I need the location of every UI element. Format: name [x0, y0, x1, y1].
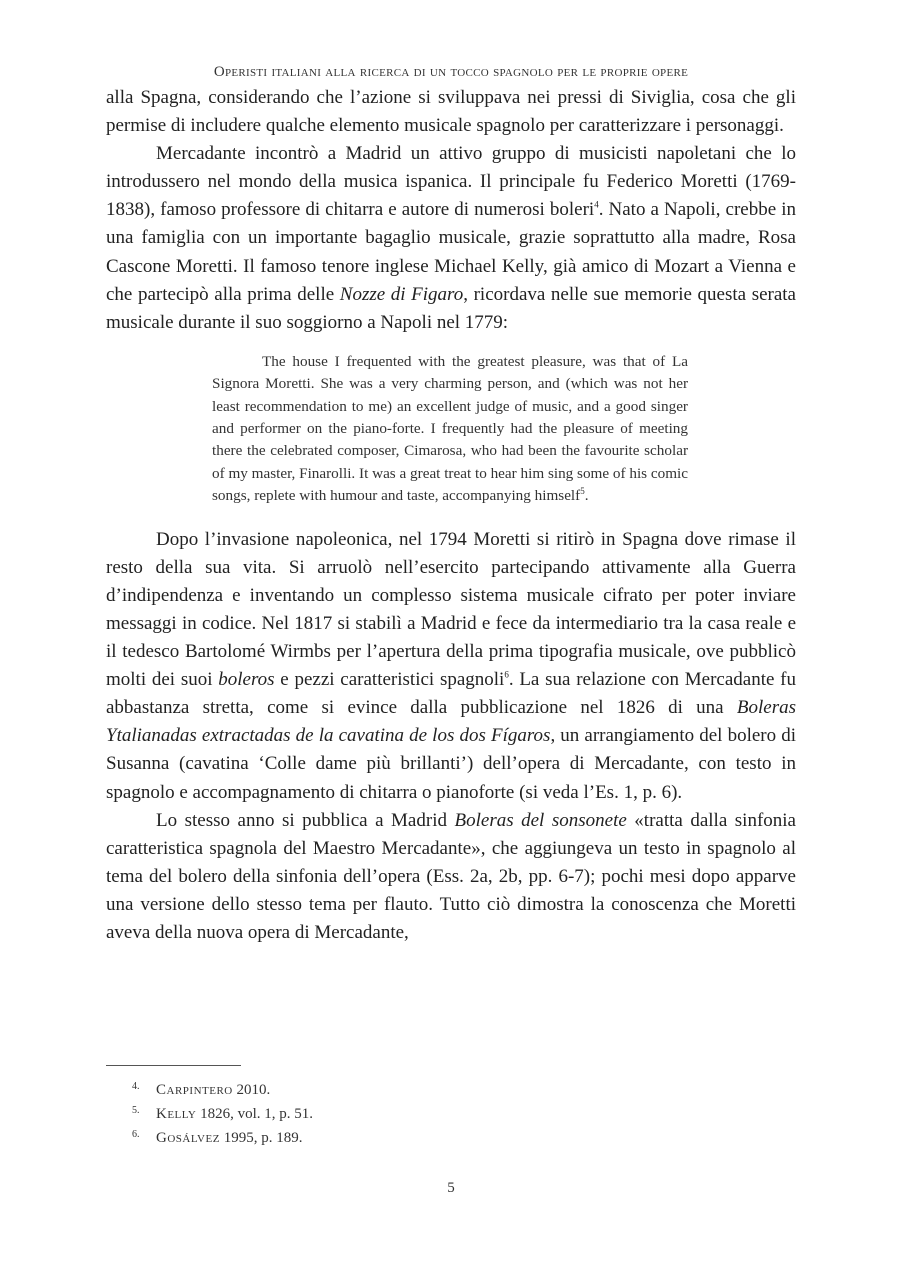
quotation-block: [106, 351, 796, 508]
paragraph-1: alla Spagna, considerando che l’azione si sviluppava nei pressi di Siviglia, cosa che gli permise di includere qualche elemento musicale spagnolo per caratterizzare i personaggi.: [106, 87, 796, 137]
paragraph-4: [106, 807, 796, 947]
paragraph-2-part-c: , ricordava nelle sue memorie questa serata musicale durante il suo soggiorno a Napoli nel 1779:: [106, 283, 796, 333]
footnote-4: [106, 1078, 796, 1102]
footnote-ref-6[interactable]: 6: [504, 669, 509, 680]
footnote-author: Kelly: [156, 1106, 197, 1122]
quotation-text: The house I frequented with the greatest pleasure, was that of La Signora Moretti. She was a very charming person, and (which was not her least recommendation to me) an excellent judge of music, and a good singer and performer on the piano-forte. I frequently had the pleasure of meeting there the celebrated composer, Cimarosa, who had been the favourite scholar of my master, Finarolli. It was a great treat to hear him sing some of his comic songs, replete with humour and taste, accompanying himself: [212, 352, 688, 505]
footnote-text: [132, 1126, 302, 1150]
footnote-ref-4[interactable]: 4: [594, 200, 599, 211]
paragraph-3-part-d: , un arrangiamento del bolero di Susanna (cavatina ‘Colle dame più brillanti’) dell’opera di Mercadante, con testo in spagnolo e accompagnamento di chitarra o pianoforte (si veda l’Es. 1, p. 6).: [106, 725, 796, 803]
footnote-number: 4.: [132, 1081, 140, 1092]
footnote-text: [132, 1102, 313, 1126]
italic-boleros: boleros: [218, 669, 275, 691]
paragraph-2: [106, 140, 796, 337]
footnote-citation: 2010.: [232, 1082, 271, 1098]
italic-title-sonsonete: Boleras del sonsonete: [454, 809, 627, 831]
paragraph-2-part-b: . Nato a Napoli, crebbe in una famiglia con un importante bagaglio musicale, grazie soprattutto alla madre, Rosa Cascone Moretti. Il famoso tenore inglese Michael Kelly, già amico di Mozart a Vienna e che partecipò alla prima delle: [106, 199, 796, 305]
italic-title-boleras: Boleras Ytalianadas extractadas de la cavatina de los dos Fígaros: [106, 697, 796, 747]
footnote-text: [132, 1078, 270, 1102]
footnote-citation: 1826, vol. 1, p. 51.: [196, 1106, 314, 1122]
paragraph-2-part-a: Mercadante incontrò a Madrid un attivo gruppo di musicisti napoletani che lo introdussero nel mondo della musica ispanica. Il principale fu Federico Moretti (1769-1838), famoso professore di chitarra e autore di numerosi boleri: [106, 143, 796, 221]
footnote-5: [106, 1102, 796, 1126]
paragraph-3-part-c: . La sua relazione con Mercadante fu abbastanza stretta, come si evince dalla pubblicazione nel 1826 di una: [106, 669, 796, 719]
paragraph-3: [106, 526, 796, 807]
italic-title-nozze: Nozze di Figaro: [339, 283, 464, 305]
footnote-6: [106, 1126, 796, 1150]
paragraph-4-part-b: «tratta dalla sinfonia caratteristica spagnola del Maestro Mercadante», che aggiungeva un testo in spagnolo al tema del bolero della sinfonia dell’opera (Ess. 2a, 2b, pp. 6-7); pochi mesi dopo apparve una versione dello stesso tema per flauto. Tutto ciò dimostra la conoscenza che Moretti aveva della nuova opera di Mercadante,: [106, 809, 796, 943]
page: [106, 60, 796, 1260]
footnote-divider: [106, 1065, 241, 1066]
footnote-ref-5[interactable]: 5: [580, 486, 585, 497]
paragraph-3-part-b: e pezzi caratteristici spagnoli: [274, 669, 505, 691]
quotation-end: .: [584, 487, 589, 505]
kelly-quotation: [212, 351, 688, 508]
paragraph-4-part-a: Lo stesso anno si pubblica a Madrid: [156, 809, 455, 831]
running-head: Operisti italiani alla ricerca di un tocco spagnolo per le proprie opere: [213, 64, 689, 80]
footnote-author: Carpintero: [156, 1082, 233, 1098]
footnote-author: Gosálvez: [156, 1130, 220, 1146]
footnote-number: 6.: [132, 1129, 140, 1140]
footnote-number: 5.: [132, 1105, 140, 1116]
paragraph-3-part-a: Dopo l’invasione napoleonica, nel 1794 Moretti si ritirò in Spagna dove rimase il resto della sua vita. Si arruolò nell’esercito partecipando attivamente alla Guerra d’indipendenza e inventando un complesso sistema musicale cifrato per poter inviare messaggi in codice. Nel 1817 si stabilì a Madrid e fece da intermediario tra la casa reale e il tedesco Bartolomé Wirmbs per l’apertura della prima tipografia musicale, ove pubblicò molti dei suoi: [106, 528, 796, 691]
footnote-citation: 1995, p. 189.: [219, 1130, 303, 1146]
page-number: 5: [447, 1180, 455, 1196]
footnotes: [106, 1078, 796, 1150]
